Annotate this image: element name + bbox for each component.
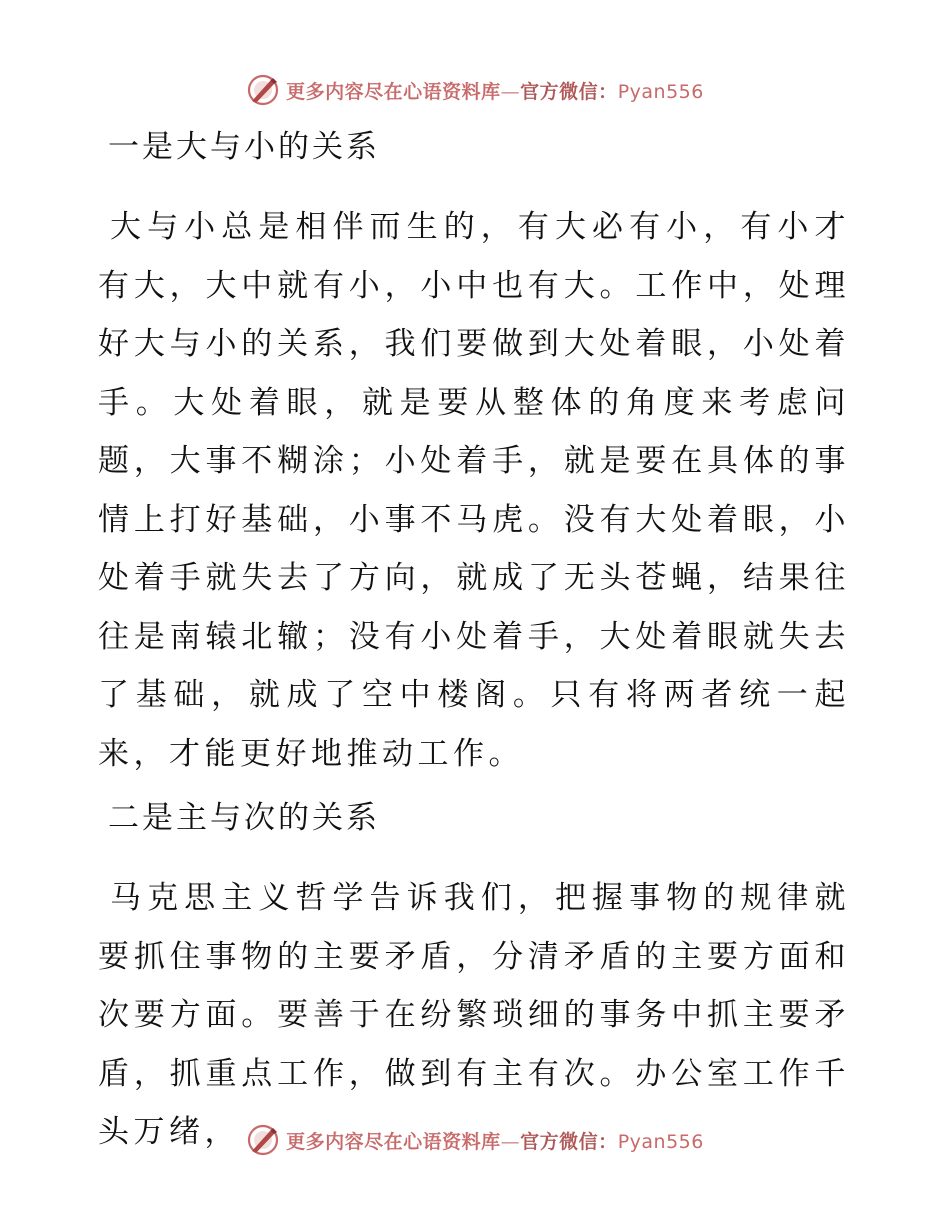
watermark-text: 更多内容尽在心语资料库—官方微信：Pyan556 <box>286 1130 704 1153</box>
header-watermark <box>0 70 950 110</box>
pen-logo-icon <box>246 73 280 107</box>
footer-watermark <box>0 1120 950 1160</box>
section-paragraph-1: 大与小总是相伴而生的，有大必有小，有小才有大，大中就有小，小中也有大。工作中，处理好大与小的关系，我们要做到大处着眼，小处着手。大处着眼，就是要从整体的角度来考虑问题，大事不糊涂；小处着手，就是要在具体的事情上打好基础，小事不马虎。没有大处着眼，小处着手就失去了方向，就成了无头苍蝇，结果往往是南辕北辙；没有小处着手，大处着眼就失去了基础，就成了空中楼阁。只有将两者统一起来，才能更好地推动工作。 <box>98 209 850 772</box>
section-heading-2: 二是主与次的关系 <box>108 800 380 836</box>
section-heading-1: 一是大与小的关系 <box>108 129 380 165</box>
section-paragraph-2: 马克思主义哲学告诉我们，把握事物的规律就要抓住事物的主要矛盾，分清矛盾的主要方面和次要方面。要善于在纷繁琐细的事务中抓主要矛盾，抓重点工作，做到有主有次。办公室工作千头万绪， <box>98 880 850 1150</box>
pen-logo-icon <box>246 1123 280 1157</box>
document-body <box>98 122 850 1162</box>
watermark-text: 更多内容尽在心语资料库—官方微信：Pyan556 <box>286 80 704 103</box>
